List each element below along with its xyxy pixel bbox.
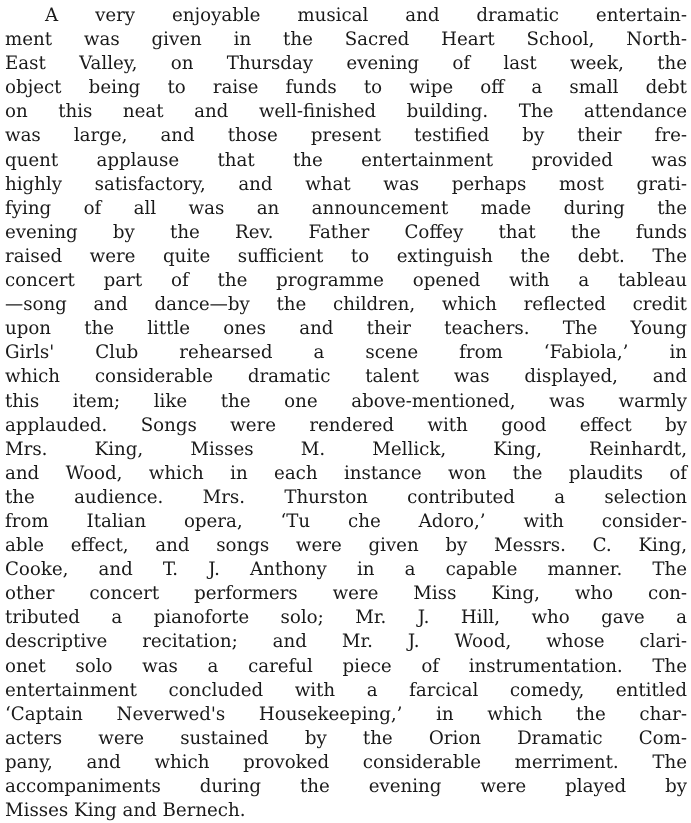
article-line: applauded. Songs were rendered with good effect by (5, 414, 687, 436)
article-line: ment was given in the Sacred Heart School, North- (5, 29, 687, 51)
article-line: East Valley, on Thursday evening of last week, the (5, 53, 687, 75)
article-body (5, 4, 687, 823)
article-line: —song and dance—by the children, which reflected credit (5, 294, 687, 316)
article-line: fying of all was an announcement made during the (5, 197, 687, 219)
article-line: this item; like the one above-mentioned, was warmly (5, 390, 687, 412)
article-line: Cooke, and T. J. Anthony in a capable manner. The (5, 559, 687, 581)
article-line: raised were quite sufficient to extinguish the debt. The (5, 245, 687, 267)
article-line: other concert performers were Miss King, who con- (5, 583, 687, 605)
article-line: was large, and those present testified by their fre- (5, 125, 687, 147)
article-line: Mrs. King, Misses M. Mellick, King, Reinhardt, (5, 438, 687, 460)
article-line: descriptive recitation; and Mr. J. Wood, whose clari- (5, 631, 687, 653)
article-line: tributed a pianoforte solo; Mr. J. Hill, who gave a (5, 607, 687, 629)
article-line: Misses King and Bernech. (5, 800, 246, 822)
article-line: from Italian opera, ‘Tu che Adoro,’ with consider- (5, 510, 687, 532)
article-line: accompaniments during the evening were played by (5, 776, 687, 797)
article-line: the audience. Mrs. Thurston contributed a selection (5, 486, 687, 508)
article-line: A very enjoyable musical and dramatic entertain- (45, 5, 687, 26)
article-line: acters were sustained by the Orion Dramatic Com- (5, 727, 687, 749)
article-line: highly satisfactory, and what was perhaps most grati- (5, 173, 687, 195)
article-line: and Wood, which in each instance won the plaudits of (5, 462, 687, 484)
article-line: quent applause that the entertainment provided was (5, 149, 687, 171)
article-line: concert part of the programme opened with a tableau (5, 270, 687, 292)
article-line: object being to raise funds to wipe off a small debt (5, 77, 687, 99)
article-line: entertainment concluded with a farcical comedy, entitled (5, 679, 687, 701)
article-line: upon the little ones and their teachers. The Young (5, 318, 687, 340)
article-line: pany, and which provoked considerable merriment. The (5, 751, 687, 773)
article-line: onet solo was a careful piece of instrumentation. The (5, 655, 687, 677)
article-line: Girls' Club rehearsed a scene from ‘Fabiola,’ in (5, 342, 687, 364)
article-line: evening by the Rev. Father Coffey that the funds (5, 221, 687, 243)
article-line: able effect, and songs were given by Messrs. C. King, (5, 535, 687, 557)
article-line: ‘Captain Neverwed's Housekeeping,’ in which the char- (5, 703, 687, 725)
article-line: on this neat and well-finished building. The attendance (5, 101, 687, 123)
article-line: which considerable dramatic talent was displayed, and (5, 366, 687, 388)
